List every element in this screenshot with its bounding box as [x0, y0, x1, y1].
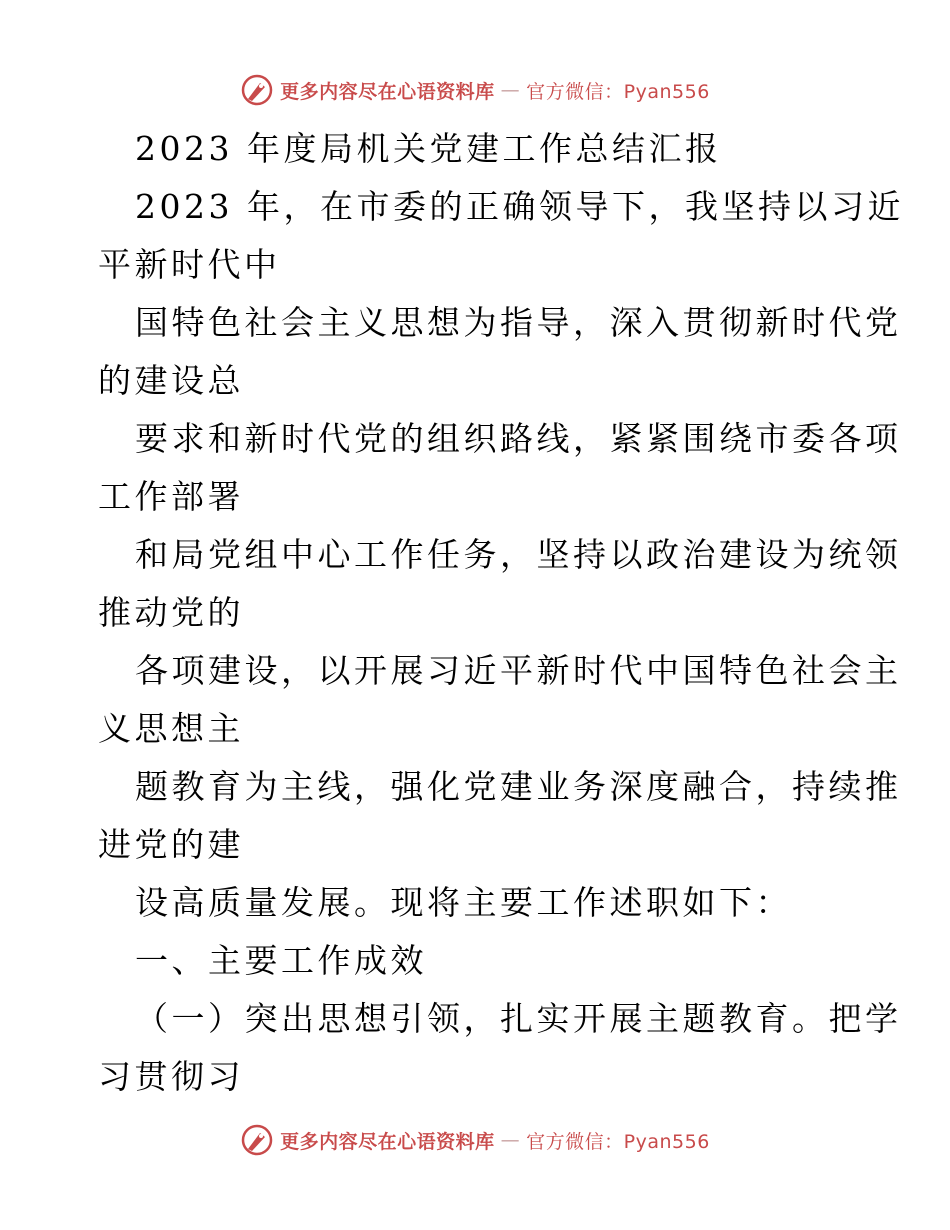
text-line: 2023 年，在市委的正确领导下，我坚持以习近	[135, 187, 904, 226]
pen-nib-logo-icon	[240, 1123, 274, 1157]
header-watermark	[0, 70, 950, 110]
text-line: 的建设总	[98, 361, 244, 400]
pen-nib-logo-icon	[240, 73, 274, 107]
document-body	[98, 120, 904, 1106]
footer-watermark	[0, 1120, 950, 1160]
watermark-main-text: 更多内容尽在心语资料库	[280, 1130, 495, 1153]
document-title: 2023 年度局机关党建工作总结汇报	[135, 129, 722, 168]
section-heading: 一、主要工作成效	[135, 941, 427, 980]
text-line: 设高质量发展。现将主要工作述职如下：	[135, 883, 792, 922]
text-line: 习贯彻习	[98, 1057, 244, 1096]
text-line: 要求和新时代党的组织路线，紧紧围绕市委各项	[135, 419, 902, 458]
watermark-contact-text: 官方微信：Pyan556	[526, 1130, 710, 1153]
text-line: 义思想主	[98, 709, 244, 748]
text-line: 工作部署	[98, 477, 244, 516]
watermark-separator: —	[500, 79, 521, 101]
text-line: 和局党组中心工作任务，坚持以政治建设为统领	[135, 535, 902, 574]
watermark-main-text: 更多内容尽在心语资料库	[280, 80, 495, 103]
text-line: 平新时代中	[98, 245, 281, 284]
text-line: 推动党的	[98, 593, 244, 632]
text-line: 进党的建	[98, 825, 244, 864]
subsection-heading: （一）突出思想引领，扎实开展主题教育。把学	[135, 999, 902, 1038]
watermark-contact-text: 官方微信：Pyan556	[526, 80, 710, 103]
watermark-separator: —	[500, 1129, 521, 1151]
text-line: 题教育为主线，强化党建业务深度融合，持续推	[135, 767, 902, 806]
text-line: 国特色社会主义思想为指导，深入贯彻新时代党	[135, 303, 902, 342]
text-line: 各项建设，以开展习近平新时代中国特色社会主	[135, 651, 902, 690]
